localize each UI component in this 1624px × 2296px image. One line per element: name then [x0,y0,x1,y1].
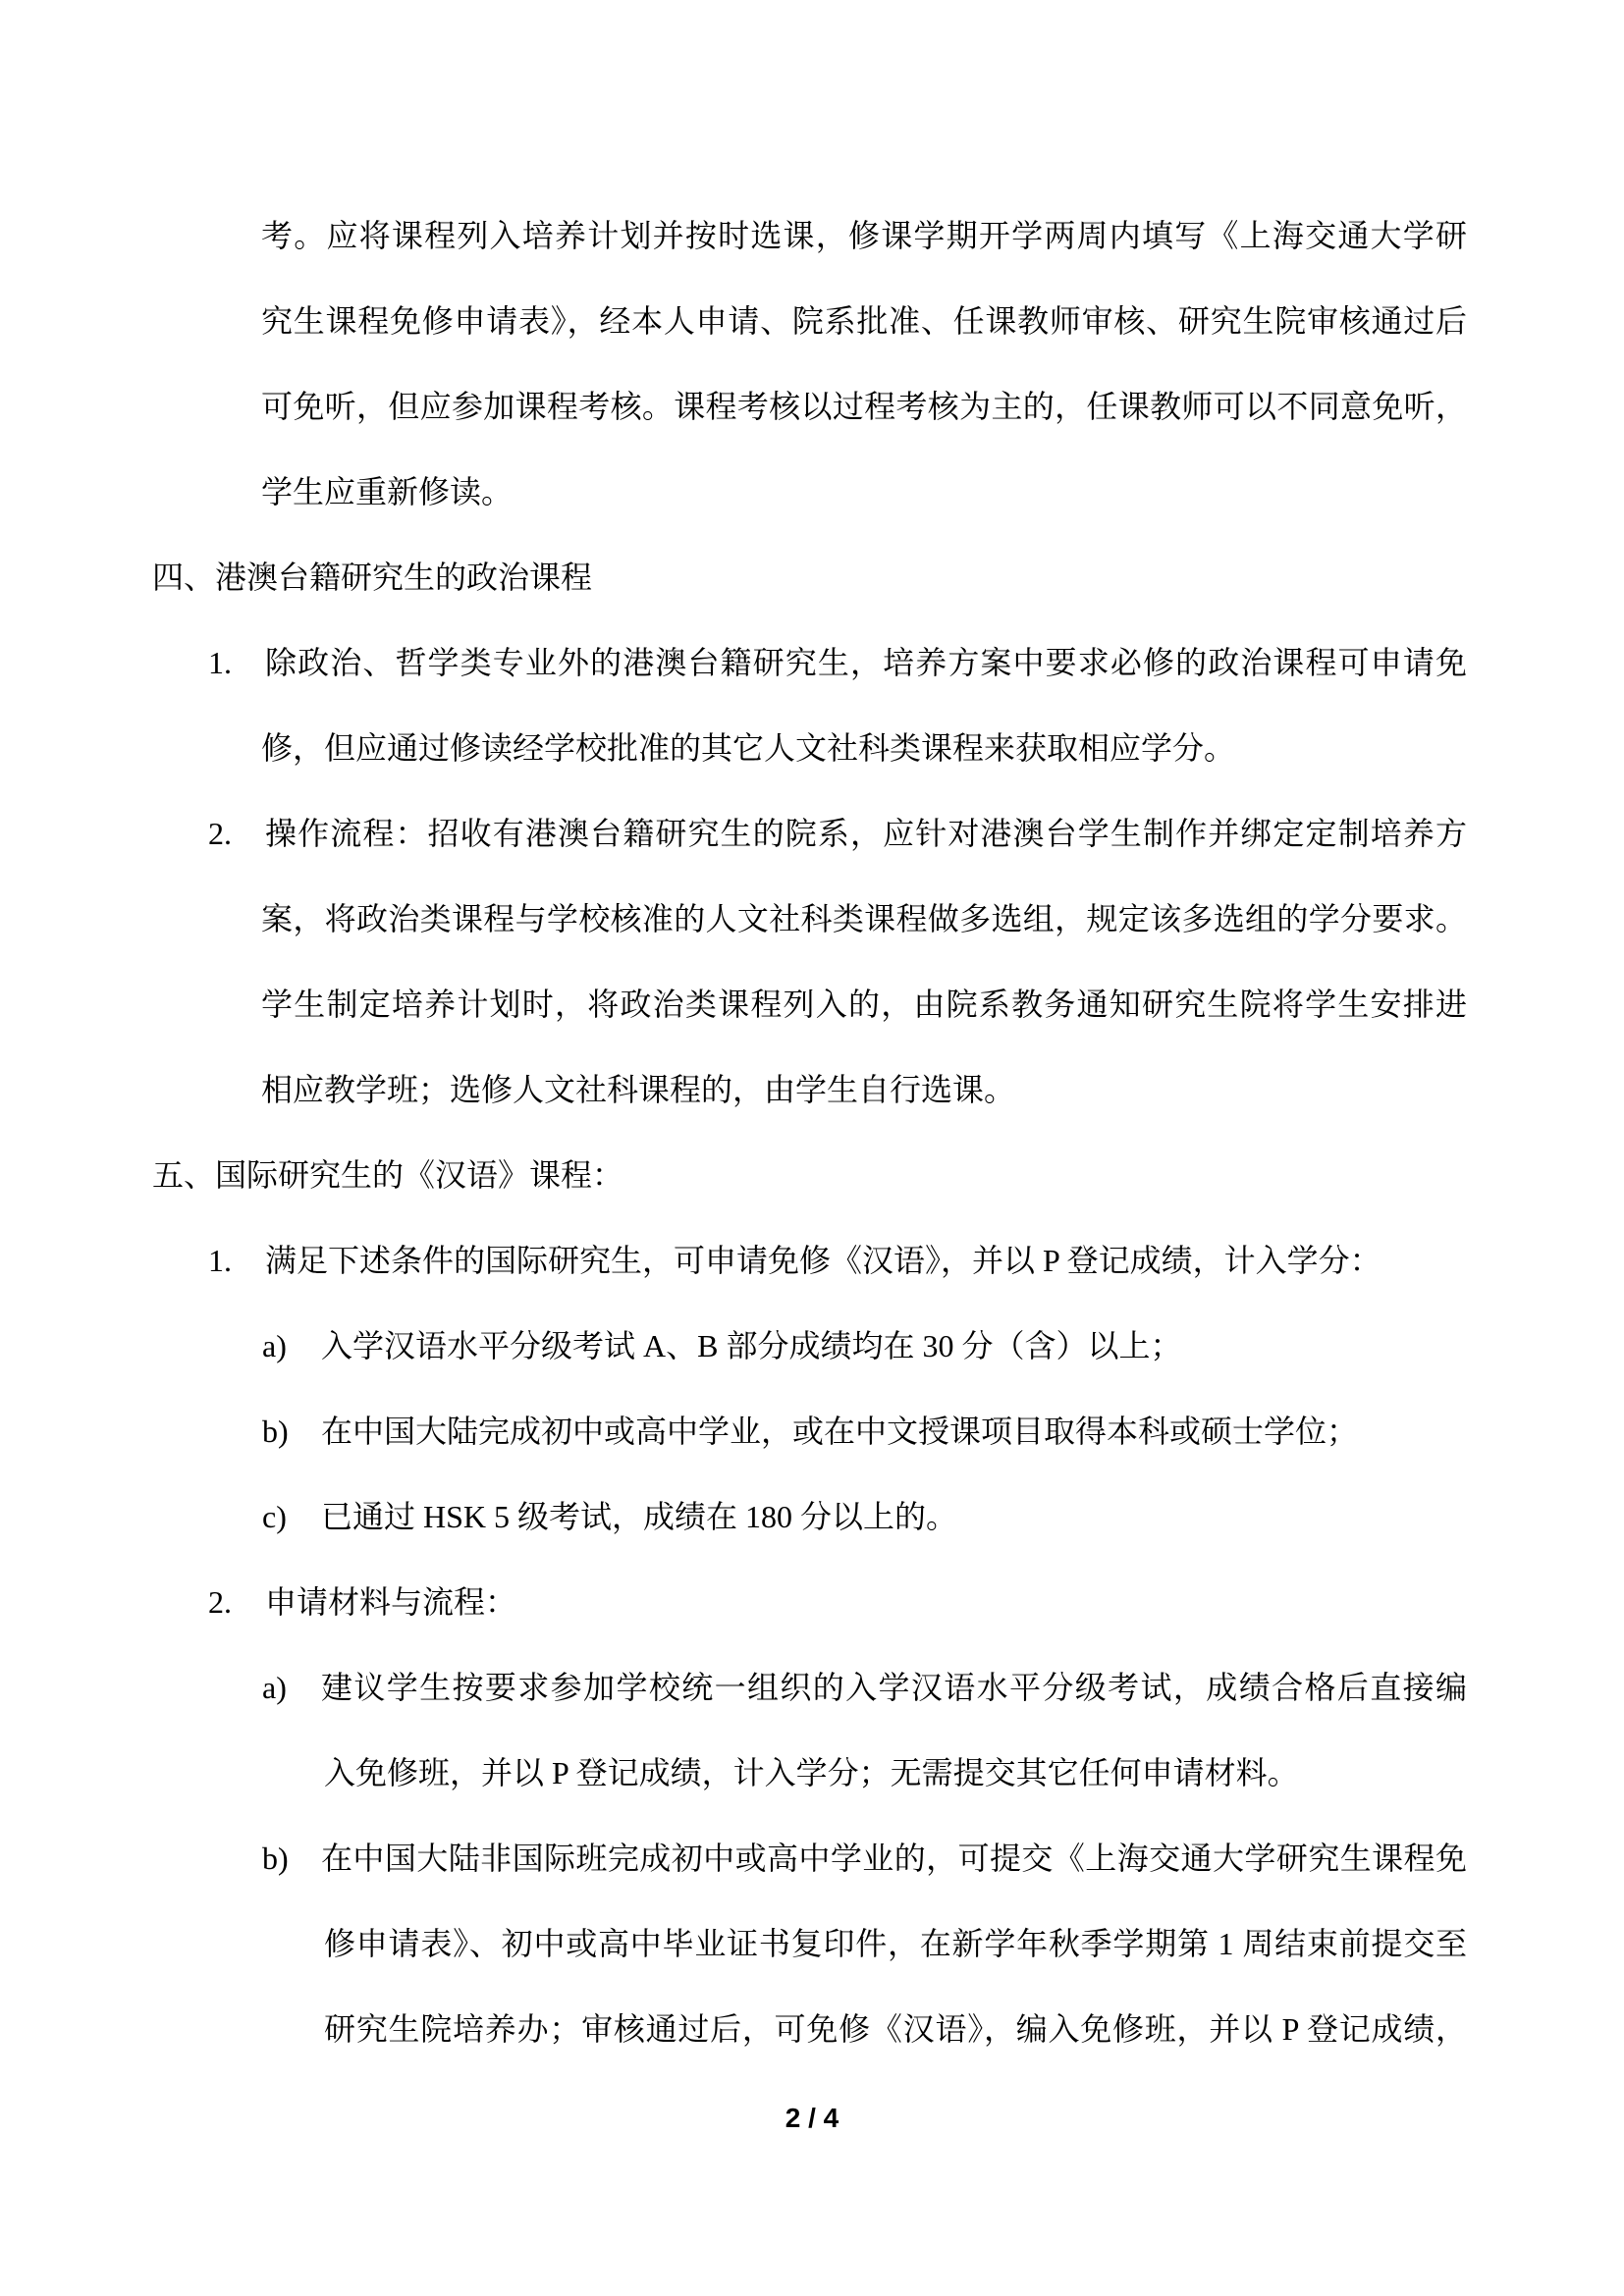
text-line: 在中国大陆非国际班完成初中或高中学业的，可提交《上海交通大学研究生课程免 [321,1841,1467,1876]
text-line: 满足下述条件的国际研究生，可申请免修《汉语》，并以 P 登记成绩，计入学分： [265,1243,1381,1278]
text-line: 学生应重新修读。 [261,474,514,509]
text-line: 入学汉语水平分级考试 A、B 部分成绩均在 30 分（含）以上； [321,1328,1182,1363]
text-line: 四、港澳台籍研究生的政治课程 [152,560,593,595]
text-line: 申请材料与流程： [265,1584,517,1620]
text-line: 考。应将课程列入培养计划并按时选课，修课学期开学两周内填写《上海交通大学研 [261,218,1467,253]
text-line: 研究生院培养办；审核通过后，可免修《汉语》，编入免修班，并以 P 登记成绩， [324,2011,1467,2047]
text-line: 究生课程免修申请表》，经本人申请、院系批准、任课教师审核、研究生院审核通过后 [261,303,1467,339]
list-marker: b) [262,1414,289,1449]
text-line: 建议学生按要求参加学校统一组织的入学汉语水平分级考试，成绩合格后直接编 [321,1670,1467,1705]
list-marker: b) [262,1841,289,1876]
text-line: 除政治、哲学类专业外的港澳台籍研究生，培养方案中要求必修的政治课程可申请免 [265,645,1467,680]
text-line: 修申请表》、初中或高中毕业证书复印件，在新学年秋季学期第 1 周结束前提交至 [324,1926,1467,1961]
list-marker: a) [262,1328,287,1363]
list-marker: 1. [208,1243,232,1278]
text-line: 案，将政治类课程与学校核准的人文社科类课程做多选组，规定该多选组的学分要求。 [261,901,1467,936]
text-line: 学生制定培养计划时，将政治类课程列入的，由院系教务通知研究生院将学生安排进 [261,987,1467,1022]
text-line: 入免修班，并以 P 登记成绩，计入学分；无需提交其它任何申请材料。 [324,1755,1299,1790]
text-line: 五、国际研究生的《汉语》课程： [152,1157,624,1193]
list-marker: c) [262,1499,287,1534]
list-marker: 1. [208,645,232,680]
list-marker: 2. [208,1584,232,1620]
text-line: 可免听，但应参加课程考核。课程考核以过程考核为主的，任课教师可以不同意免听， [261,389,1467,424]
list-marker: 2. [208,816,232,851]
text-line: 操作流程：招收有港澳台籍研究生的院系，应针对港澳台学生制作并绑定定制培养方 [265,816,1467,851]
text-line: 修，但应通过修读经学校批准的其它人文社科类课程来获取相应学分。 [261,730,1236,766]
list-marker: a) [262,1670,287,1705]
text-line: 在中国大陆完成初中或高中学业，或在中文授课项目取得本科或硕士学位； [321,1414,1359,1449]
page-number: 2 / 4 [785,2103,839,2133]
text-line: 相应教学班；选修人文社科课程的，由学生自行选课。 [261,1072,1016,1107]
text-line: 已通过 HSK 5 级考试，成绩在 180 分以上的。 [321,1499,958,1534]
